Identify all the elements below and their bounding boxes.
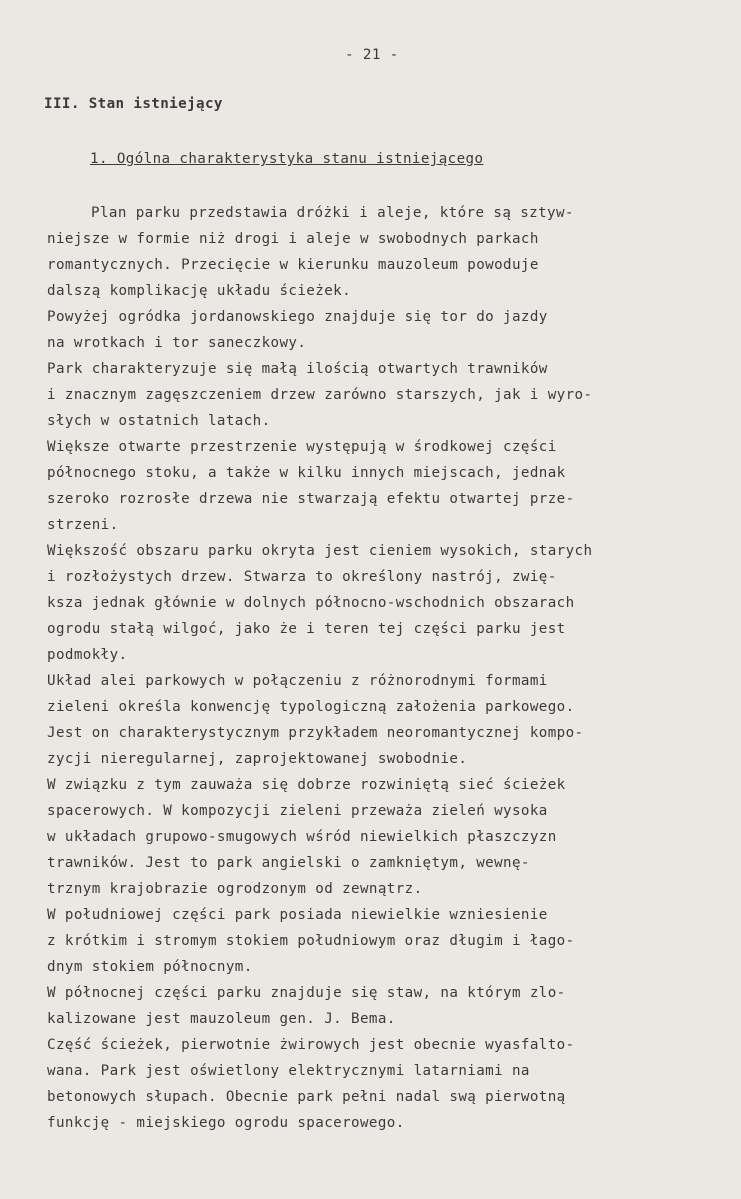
section-heading: III. Stan istniejący	[44, 96, 223, 112]
text-line: Powyżej ogródka jordanowskiego znajduje się tor do jazdy	[47, 309, 548, 325]
text-line: zycji nieregularnej, zaprojektowanej swobodnie.	[47, 751, 468, 767]
text-line: niejsze w formie niż drogi i aleje w swobodnych parkach	[47, 231, 539, 247]
text-line: ogrodu stałą wilgoć, jako że i teren tej części parku jest	[47, 621, 566, 637]
text-line: podmokły.	[47, 647, 128, 663]
text-line: i znacznym zagęszczeniem drzew zarówno starszych, jak i wyro-	[47, 387, 593, 403]
text-line: ksza jednak głównie w dolnych północno-wschodnich obszarach	[47, 595, 575, 611]
text-line: z krótkim i stromym stokiem południowym oraz długim i łago-	[47, 933, 575, 949]
text-line: Plan parku przedstawia dróżki i aleje, które są sztyw-	[91, 205, 574, 221]
text-line: Park charakteryzuje się małą ilością otwartych trawników	[47, 361, 548, 377]
text-line: w układach grupowo-smugowych wśród niewielkich płaszczyzn	[47, 829, 557, 845]
text-line: dalszą komplikację układu ścieżek.	[47, 283, 352, 299]
text-line: zieleni określa konwencję typologiczną założenia parkowego.	[47, 699, 575, 715]
text-line: romantycznych. Przecięcie w kierunku mauzoleum powoduje	[47, 257, 539, 273]
text-line: i rozłożystych drzew. Stwarza to określony nastrój, zwię-	[47, 569, 557, 585]
text-line: wana. Park jest oświetlony elektrycznymi latarniami na	[47, 1063, 530, 1079]
text-line: spacerowych. W kompozycji zieleni przeważa zieleń wysoka	[47, 803, 548, 819]
body-text	[47, 200, 697, 1136]
text-line: Jest on charakterystycznym przykładem neoromantycznej kompo-	[47, 725, 584, 741]
text-line: Układ alei parkowych w połączeniu z różnorodnymi formami	[47, 673, 548, 689]
subsection-heading: 1. Ogólna charakterystyka stanu istniejącego	[90, 151, 484, 167]
text-line: funkcję - miejskiego ogrodu spacerowego.	[47, 1115, 405, 1131]
text-line: trznym krajobrazie ogrodzonym od zewnątrz.	[47, 881, 423, 897]
text-line: szeroko rozrosłe drzewa nie stwarzają efektu otwartej prze-	[47, 491, 575, 507]
text-line: betonowych słupach. Obecnie park pełni nadal swą pierwotną	[47, 1089, 566, 1105]
page-number: - 21 -	[345, 47, 399, 63]
text-line: Część ścieżek, pierwotnie żwirowych jest obecnie wyasfalto-	[47, 1037, 575, 1053]
text-line: słych w ostatnich latach.	[47, 413, 271, 429]
text-line: dnym stokiem północnym.	[47, 959, 253, 975]
text-line: Większe otwarte przestrzenie występują w środkowej części	[47, 439, 557, 455]
text-line: trawników. Jest to park angielski o zamkniętym, wewnę-	[47, 855, 530, 871]
text-line: W północnej części parku znajduje się staw, na którym zlo-	[47, 985, 566, 1001]
text-line: W południowej części park posiada niewielkie wzniesienie	[47, 907, 548, 923]
text-line: Większość obszaru parku okryta jest cieniem wysokich, starych	[47, 543, 593, 559]
text-line: kalizowane jest mauzoleum gen. J. Bema.	[47, 1011, 396, 1027]
text-line: strzeni.	[47, 517, 119, 533]
text-line: północnego stoku, a także w kilku innych miejscach, jednak	[47, 465, 566, 481]
text-line: na wrotkach i tor saneczkowy.	[47, 335, 307, 351]
text-line: W związku z tym zauważa się dobrze rozwiniętą sieć ścieżek	[47, 777, 566, 793]
